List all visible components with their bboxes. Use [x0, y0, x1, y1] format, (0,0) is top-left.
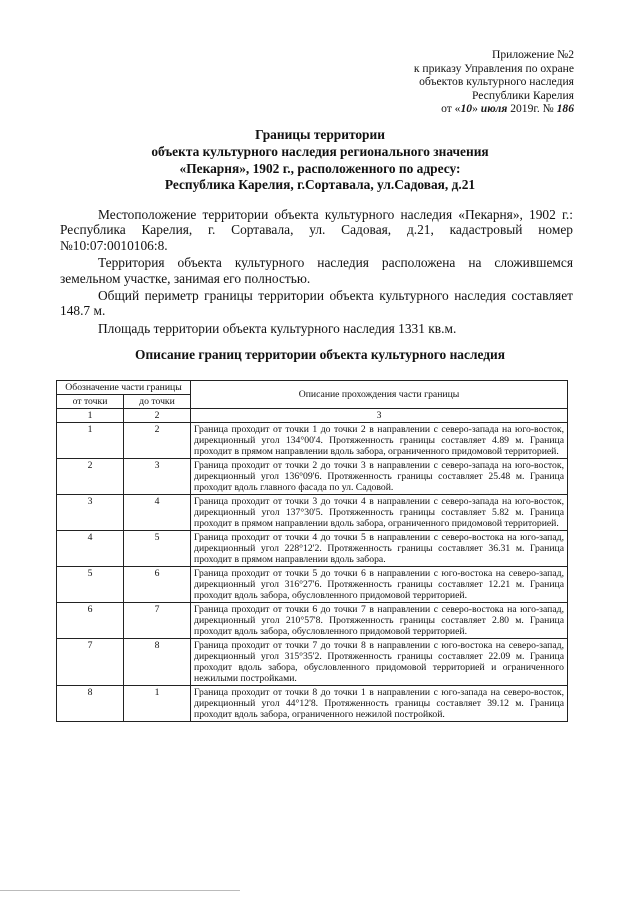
cell-description: Граница проходит от точки 2 до точки 3 в направлении с северо-запада на юго-восток, дирекционный угол 136°09'6. Протяженность границы составляет 25.48 м. Граница проходит вдоль главного фасада по ул. Садовой.: [191, 459, 568, 495]
column-index: 2: [124, 409, 191, 423]
cell-to: 4: [124, 495, 191, 531]
header-to-point: до точки: [124, 395, 191, 409]
cell-description: Граница проходит от точки 4 до точки 5 в направлении с северо-востока на юго-запад, дирекционный угол 228°12'2. Протяженность границы составляет 36.31 м. Граница проходит в прямом направлении вдоль забора.: [191, 531, 568, 567]
appendix-line-3: объектов культурного наследия: [419, 75, 574, 89]
appendix-block: [414, 48, 574, 116]
cell-from: 4: [57, 531, 124, 567]
cell-description: Граница проходит от точки 8 до точки 1 в направлении с юго-запада на северо-восток, дирекционный угол 44°12'8. Протяженность границы составляет 39.12 м. Граница проходит вдоль забора, ограниченного нежилой постройкой.: [191, 686, 568, 722]
header-description: Описание прохождения части границы: [191, 381, 568, 409]
cell-from: 6: [57, 603, 124, 639]
table-row: [57, 423, 568, 459]
order-day: 10: [460, 102, 473, 116]
title-line-1: Границы территории: [255, 127, 385, 142]
boundaries-table: [56, 380, 568, 722]
page-footer-rule: [0, 890, 240, 891]
order-mid: »: [472, 102, 481, 116]
column-index-row: [57, 409, 568, 423]
document-title: [40, 127, 600, 194]
table-row: [57, 567, 568, 603]
table-row: [57, 603, 568, 639]
table-title: Описание границ территории объекта культурного наследия: [135, 347, 505, 362]
column-index: 1: [57, 409, 124, 423]
cell-description: Граница проходит от точки 6 до точки 7 в направлении с северо-востока на юго-запад, дирекционный угол 210°57'8. Протяженность границы составляет 2.80 м. Граница проходит вдоль забора, обусловленного придомовой территорией.: [191, 603, 568, 639]
cell-to: 8: [124, 639, 191, 686]
cell-to: 2: [124, 423, 191, 459]
cell-from: 8: [57, 686, 124, 722]
cell-from: 3: [57, 495, 124, 531]
paragraph-location: Местоположение территории объекта культурного наследия «Пекарня», 1902 г.: Республика Карелия, г. Сортавала, ул. Садовая, д.21, кадастровый номер №10:07:0010106:8.: [60, 207, 573, 253]
cell-to: 7: [124, 603, 191, 639]
order-date-line: [414, 102, 574, 116]
cell-to: 6: [124, 567, 191, 603]
table-row: [57, 639, 568, 686]
cell-to: 3: [124, 459, 191, 495]
cell-to: 5: [124, 531, 191, 567]
body-text: [60, 207, 573, 338]
title-line-3: «Пекарня», 1902 г., расположенного по адресу:: [179, 160, 461, 176]
order-number: 186: [556, 102, 574, 116]
paragraph-territory: Территория объекта культурного наследия расположена на сложившемся земельном участке, занимая его полностью.: [60, 255, 573, 286]
column-index: 3: [191, 409, 568, 423]
cell-from: 1: [57, 423, 124, 459]
table-row: [57, 495, 568, 531]
header-from-point: от точки: [57, 395, 124, 409]
cell-description: Граница проходит от точки 1 до точки 2 в направлении с северо-запада на юго-восток, дирекционный угол 134°00'4. Протяженность границы составляет 4.89 м. Граница проходит в прямом направлении вдоль забора, ограниченного придомовой территорией.: [191, 423, 568, 459]
header-group: Обозначение части границы: [57, 381, 191, 395]
title-line-4: Республика Карелия, г.Сортавала, ул.Садовая, д.21: [164, 177, 476, 193]
order-prefix: от «: [441, 102, 461, 116]
paragraph-perimeter: Общий периметр границы территории объекта культурного наследия составляет 148.7 м.: [60, 288, 573, 319]
title-line-2: объекта культурного наследия регионального значения: [151, 143, 489, 159]
cell-description: Граница проходит от точки 3 до точки 4 в направлении с северо-запада на юго-восток, дирекционный угол 137°30'5. Протяженность границы составляет 5.82 м. Граница проходит в прямом направлении вдоль забора, ограниченного придомовой территорией.: [191, 495, 568, 531]
cell-to: 1: [124, 686, 191, 722]
appendix-line-1: Приложение №2: [492, 48, 574, 61]
table-row: [57, 686, 568, 722]
table-row: [57, 459, 568, 495]
cell-from: 2: [57, 459, 124, 495]
cell-from: 7: [57, 639, 124, 686]
paragraph-area: Площадь территории объекта культурного наследия 1331 кв.м.: [98, 320, 457, 336]
cell-description: Граница проходит от точки 7 до точки 8 в направлении с юго-востока на северо-запад, дирекционный угол 315°35'2. Протяженность границы составляет 22.09 м. Граница проходит вдоль забора, обусловленного придомовой территорией и ограниченного нежилыми постройками.: [191, 639, 568, 686]
cell-from: 5: [57, 567, 124, 603]
appendix-line-2: к приказу Управления по охране: [413, 61, 574, 75]
order-year: 2019г. №: [507, 102, 557, 116]
appendix-line-4: Республики Карелия: [471, 88, 574, 102]
table-row: [57, 531, 568, 567]
cell-description: Граница проходит от точки 5 до точки 6 в направлении с юго-востока на северо-запад, дирекционный угол 316°27'6. Протяженность границы составляет 12.21 м. Граница проходит вдоль забора, обусловленного придомовой территорией.: [191, 567, 568, 603]
order-month: июля: [480, 102, 508, 116]
